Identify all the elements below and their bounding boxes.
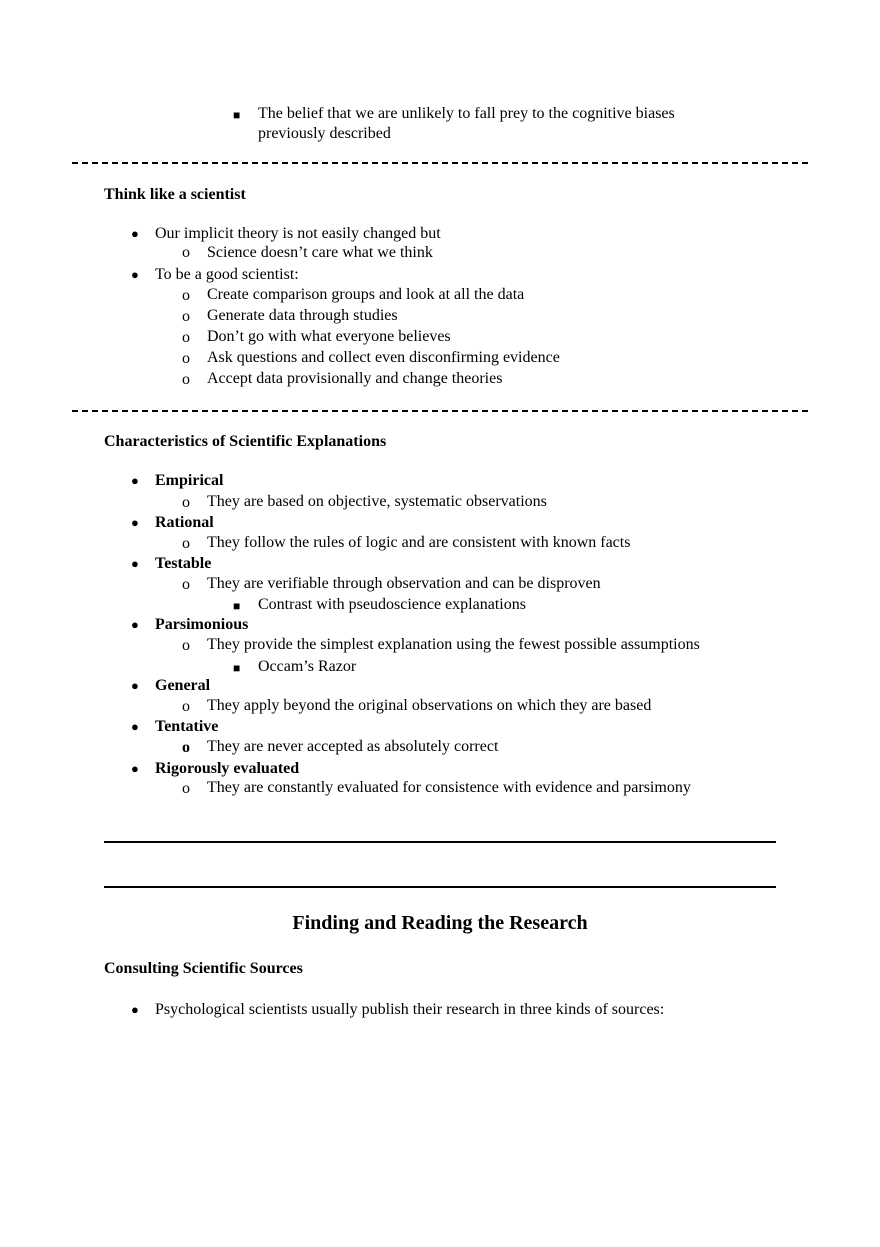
dot-bullet-icon: ● bbox=[131, 678, 139, 693]
circle-bullet-icon: o bbox=[182, 244, 190, 261]
circle-bullet-icon: o bbox=[182, 576, 190, 593]
characteristic-desc: They follow the rules of logic and are consistent with known facts bbox=[207, 534, 631, 551]
think-item-2-sub: Generate data through studies bbox=[207, 307, 398, 324]
circle-bullet-icon: o bbox=[182, 308, 190, 325]
characteristic-label: Rational bbox=[155, 514, 214, 531]
dot-bullet-icon: ● bbox=[131, 719, 139, 734]
think-item-2-sub: Ask questions and collect even disconfirming evidence bbox=[207, 349, 560, 366]
square-bullet-icon: ■ bbox=[233, 108, 241, 122]
solid-divider bbox=[104, 886, 776, 888]
characteristic-label: Empirical bbox=[155, 472, 224, 489]
dot-bullet-icon: ● bbox=[131, 761, 139, 776]
characteristic-desc: They are verifiable through observation and can be disproven bbox=[207, 575, 601, 592]
circle-bullet-icon: o bbox=[182, 494, 190, 511]
circle-bullet-icon: o bbox=[182, 329, 190, 346]
sources-heading: Consulting Scientific Sources bbox=[104, 960, 303, 977]
top-item-line1: The belief that we are unlikely to fall prey to the cognitive biases bbox=[258, 105, 675, 122]
characteristic-label: Testable bbox=[155, 555, 212, 572]
dot-bullet-icon: ● bbox=[131, 617, 139, 632]
characteristic-label: Tentative bbox=[155, 718, 219, 735]
circle-bullet-icon: o bbox=[182, 350, 190, 367]
characteristic-desc: They are never accepted as absolutely correct bbox=[207, 738, 499, 755]
dot-bullet-icon: ● bbox=[131, 556, 139, 571]
characteristic-subnote: Occam’s Razor bbox=[258, 658, 357, 675]
dot-bullet-icon: ● bbox=[131, 473, 139, 488]
think-item-1: Our implicit theory is not easily changed but bbox=[155, 225, 441, 242]
characteristic-desc: They are constantly evaluated for consistence with evidence and parsimony bbox=[207, 779, 691, 796]
solid-divider bbox=[104, 841, 776, 843]
think-item-2-sub: Accept data provisionally and change theories bbox=[207, 370, 503, 387]
circle-bullet-icon: o bbox=[182, 780, 190, 797]
dashed-divider bbox=[72, 410, 808, 412]
characteristic-subnote: Contrast with pseudoscience explanations bbox=[258, 596, 526, 613]
think-item-1-sub: Science doesn’t care what we think bbox=[207, 244, 433, 261]
characteristics-heading: Characteristics of Scientific Explanations bbox=[104, 433, 387, 450]
dot-bullet-icon: ● bbox=[131, 515, 139, 530]
sources-item-1: Psychological scientists usually publish their research in three kinds of sources: bbox=[155, 1001, 665, 1018]
square-bullet-icon: ■ bbox=[233, 661, 241, 675]
dashed-divider bbox=[72, 162, 808, 164]
characteristic-label: Parsimonious bbox=[155, 616, 249, 633]
think-item-2-sub: Create comparison groups and look at all the data bbox=[207, 286, 525, 303]
characteristic-desc: They are based on objective, systematic observations bbox=[207, 493, 547, 510]
top-item-line2: previously described bbox=[258, 125, 391, 142]
dot-bullet-icon: ● bbox=[131, 226, 139, 241]
circle-bullet-icon: o bbox=[182, 698, 190, 715]
characteristic-label: General bbox=[155, 677, 211, 694]
circle-bullet-icon: o bbox=[182, 371, 190, 388]
characteristic-desc: They provide the simplest explanation using the fewest possible assumptions bbox=[207, 636, 700, 653]
characteristic-desc: They apply beyond the original observations on which they are based bbox=[207, 697, 652, 714]
think-item-2-sub: Don’t go with what everyone believes bbox=[207, 328, 451, 345]
circle-bullet-icon: o bbox=[182, 535, 190, 552]
dot-bullet-icon: ● bbox=[131, 1002, 139, 1017]
think-item-2: To be a good scientist: bbox=[155, 266, 299, 283]
characteristic-label: Rigorously evaluated bbox=[155, 760, 300, 777]
dot-bullet-icon: ● bbox=[131, 267, 139, 282]
section-title: Finding and Reading the Research bbox=[292, 912, 588, 934]
square-bullet-icon: ■ bbox=[233, 599, 241, 613]
circle-bullet-icon: o bbox=[182, 637, 190, 654]
circle-bullet-icon: o bbox=[182, 739, 190, 756]
think-heading: Think like a scientist bbox=[104, 186, 246, 203]
circle-bullet-icon: o bbox=[182, 287, 190, 304]
